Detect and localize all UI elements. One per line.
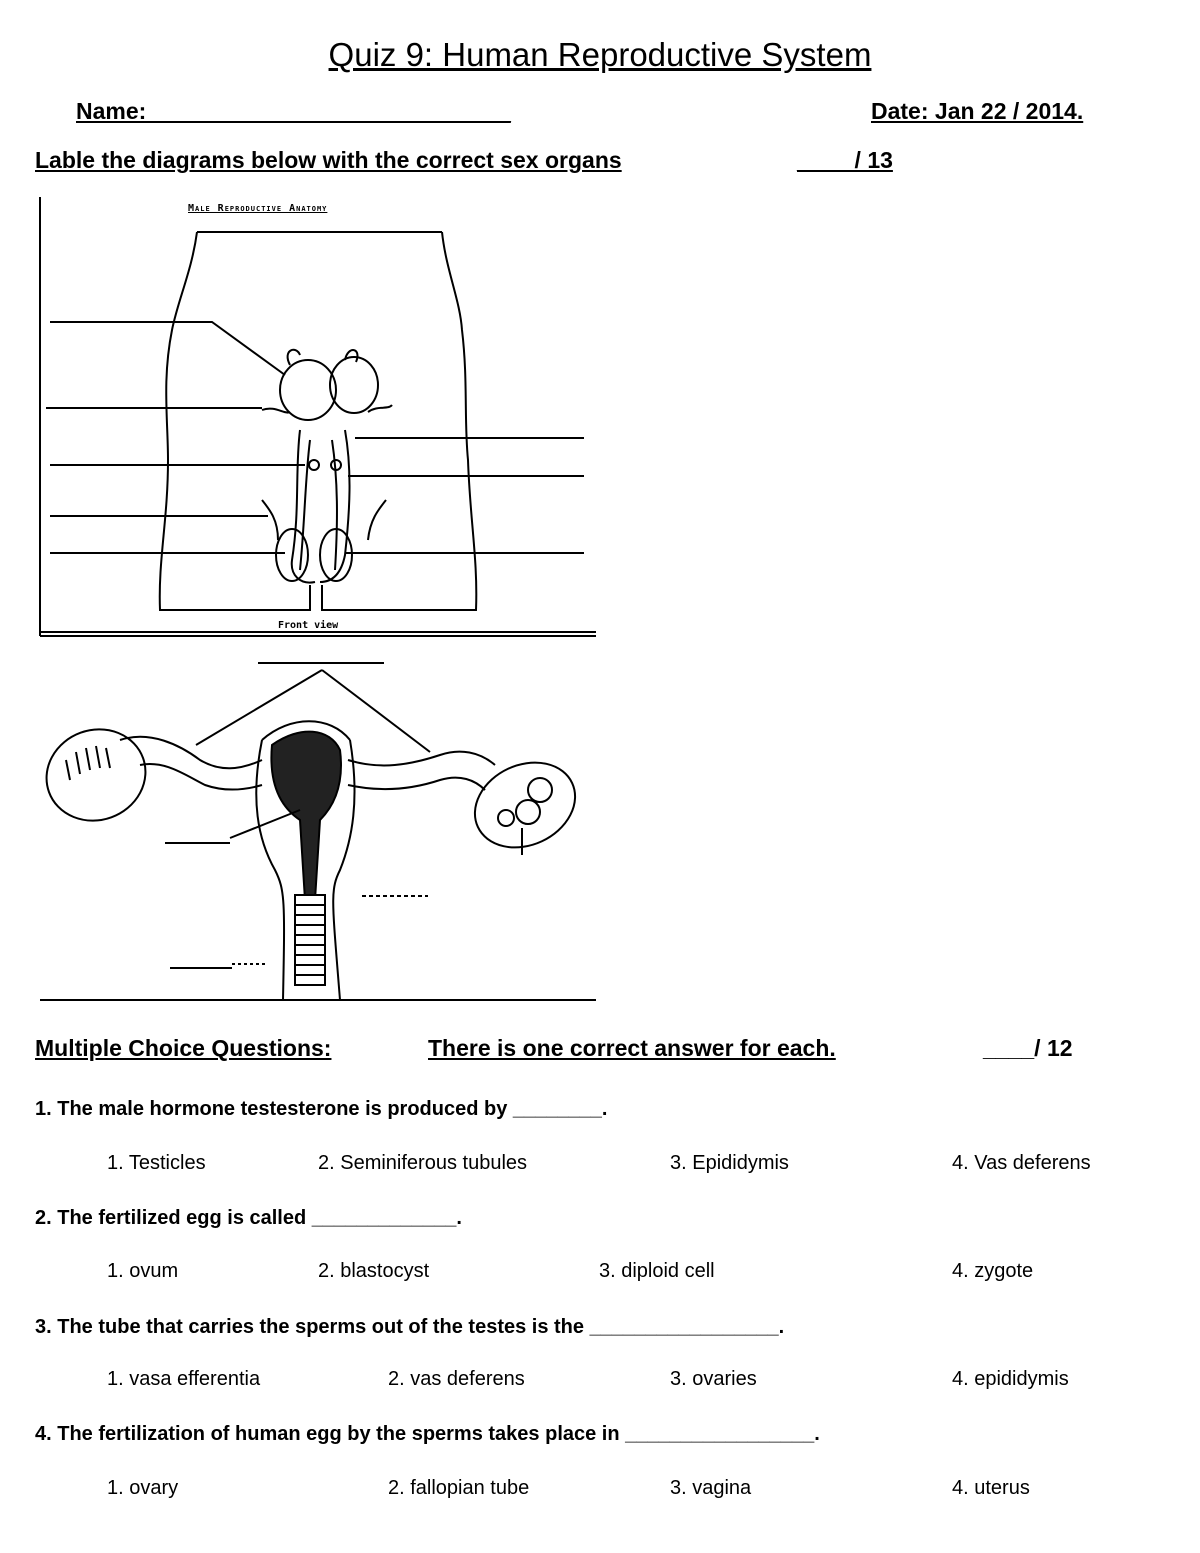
mc-score: ____/ 12: [983, 1035, 1073, 1061]
q2-option-2[interactable]: 2. blastocyst: [318, 1260, 430, 1282]
diagram-score: __ / 13: [797, 147, 893, 173]
question-2: 2. The fertilized egg is called _____________.: [35, 1207, 462, 1229]
q1-option-3[interactable]: 3. Epididymis: [670, 1152, 789, 1174]
male-diagram-caption: Front view: [278, 620, 339, 631]
question-1: 1. The male hormone testesterone is produced by ________.: [35, 1098, 608, 1120]
mc-heading: Multiple Choice Questions:: [35, 1035, 332, 1061]
q1-option-1[interactable]: 1. Testicles: [107, 1152, 206, 1174]
diagram-instruction: Lable the diagrams below with the correct sex organs: [35, 147, 622, 173]
q4-option-3[interactable]: 3. vagina: [670, 1477, 752, 1499]
q2-option-4[interactable]: 4. zygote: [952, 1260, 1034, 1282]
q1-option-4[interactable]: 4. Vas deferens: [952, 1152, 1091, 1174]
q2-option-3[interactable]: 3. diploid cell: [599, 1260, 715, 1282]
q4-option-2[interactable]: 2. fallopian tube: [388, 1477, 530, 1499]
q2-option-1[interactable]: 1. ovum: [107, 1260, 179, 1282]
q3-option-3[interactable]: 3. ovaries: [670, 1368, 757, 1390]
question-3: 3. The tube that carries the sperms out of the testes is the _________________.: [35, 1316, 785, 1338]
page-title: Quiz 9: Human Reproductive System: [328, 36, 872, 73]
mc-instruction: There is one correct answer for each.: [428, 1035, 836, 1061]
name-field[interactable]: Name: ____________________________: [76, 98, 511, 124]
q1-option-2[interactable]: 2. Seminiferous tubules: [318, 1152, 528, 1174]
question-4: 4. The fertilization of human egg by the sperms takes place in _________________.: [35, 1423, 820, 1445]
date-label: Date: Jan 22 / 2014.: [871, 98, 1084, 124]
q4-option-1[interactable]: 1. ovary: [107, 1477, 179, 1499]
q3-option-2[interactable]: 2. vas deferens: [388, 1368, 525, 1390]
male-diagram-heading: Male Reproductive Anatomy: [188, 203, 328, 214]
q4-option-4[interactable]: 4. uterus: [952, 1477, 1030, 1499]
q3-option-4[interactable]: 4. epididymis: [952, 1368, 1069, 1390]
q3-option-1[interactable]: 1. vasa efferentia: [107, 1368, 261, 1390]
